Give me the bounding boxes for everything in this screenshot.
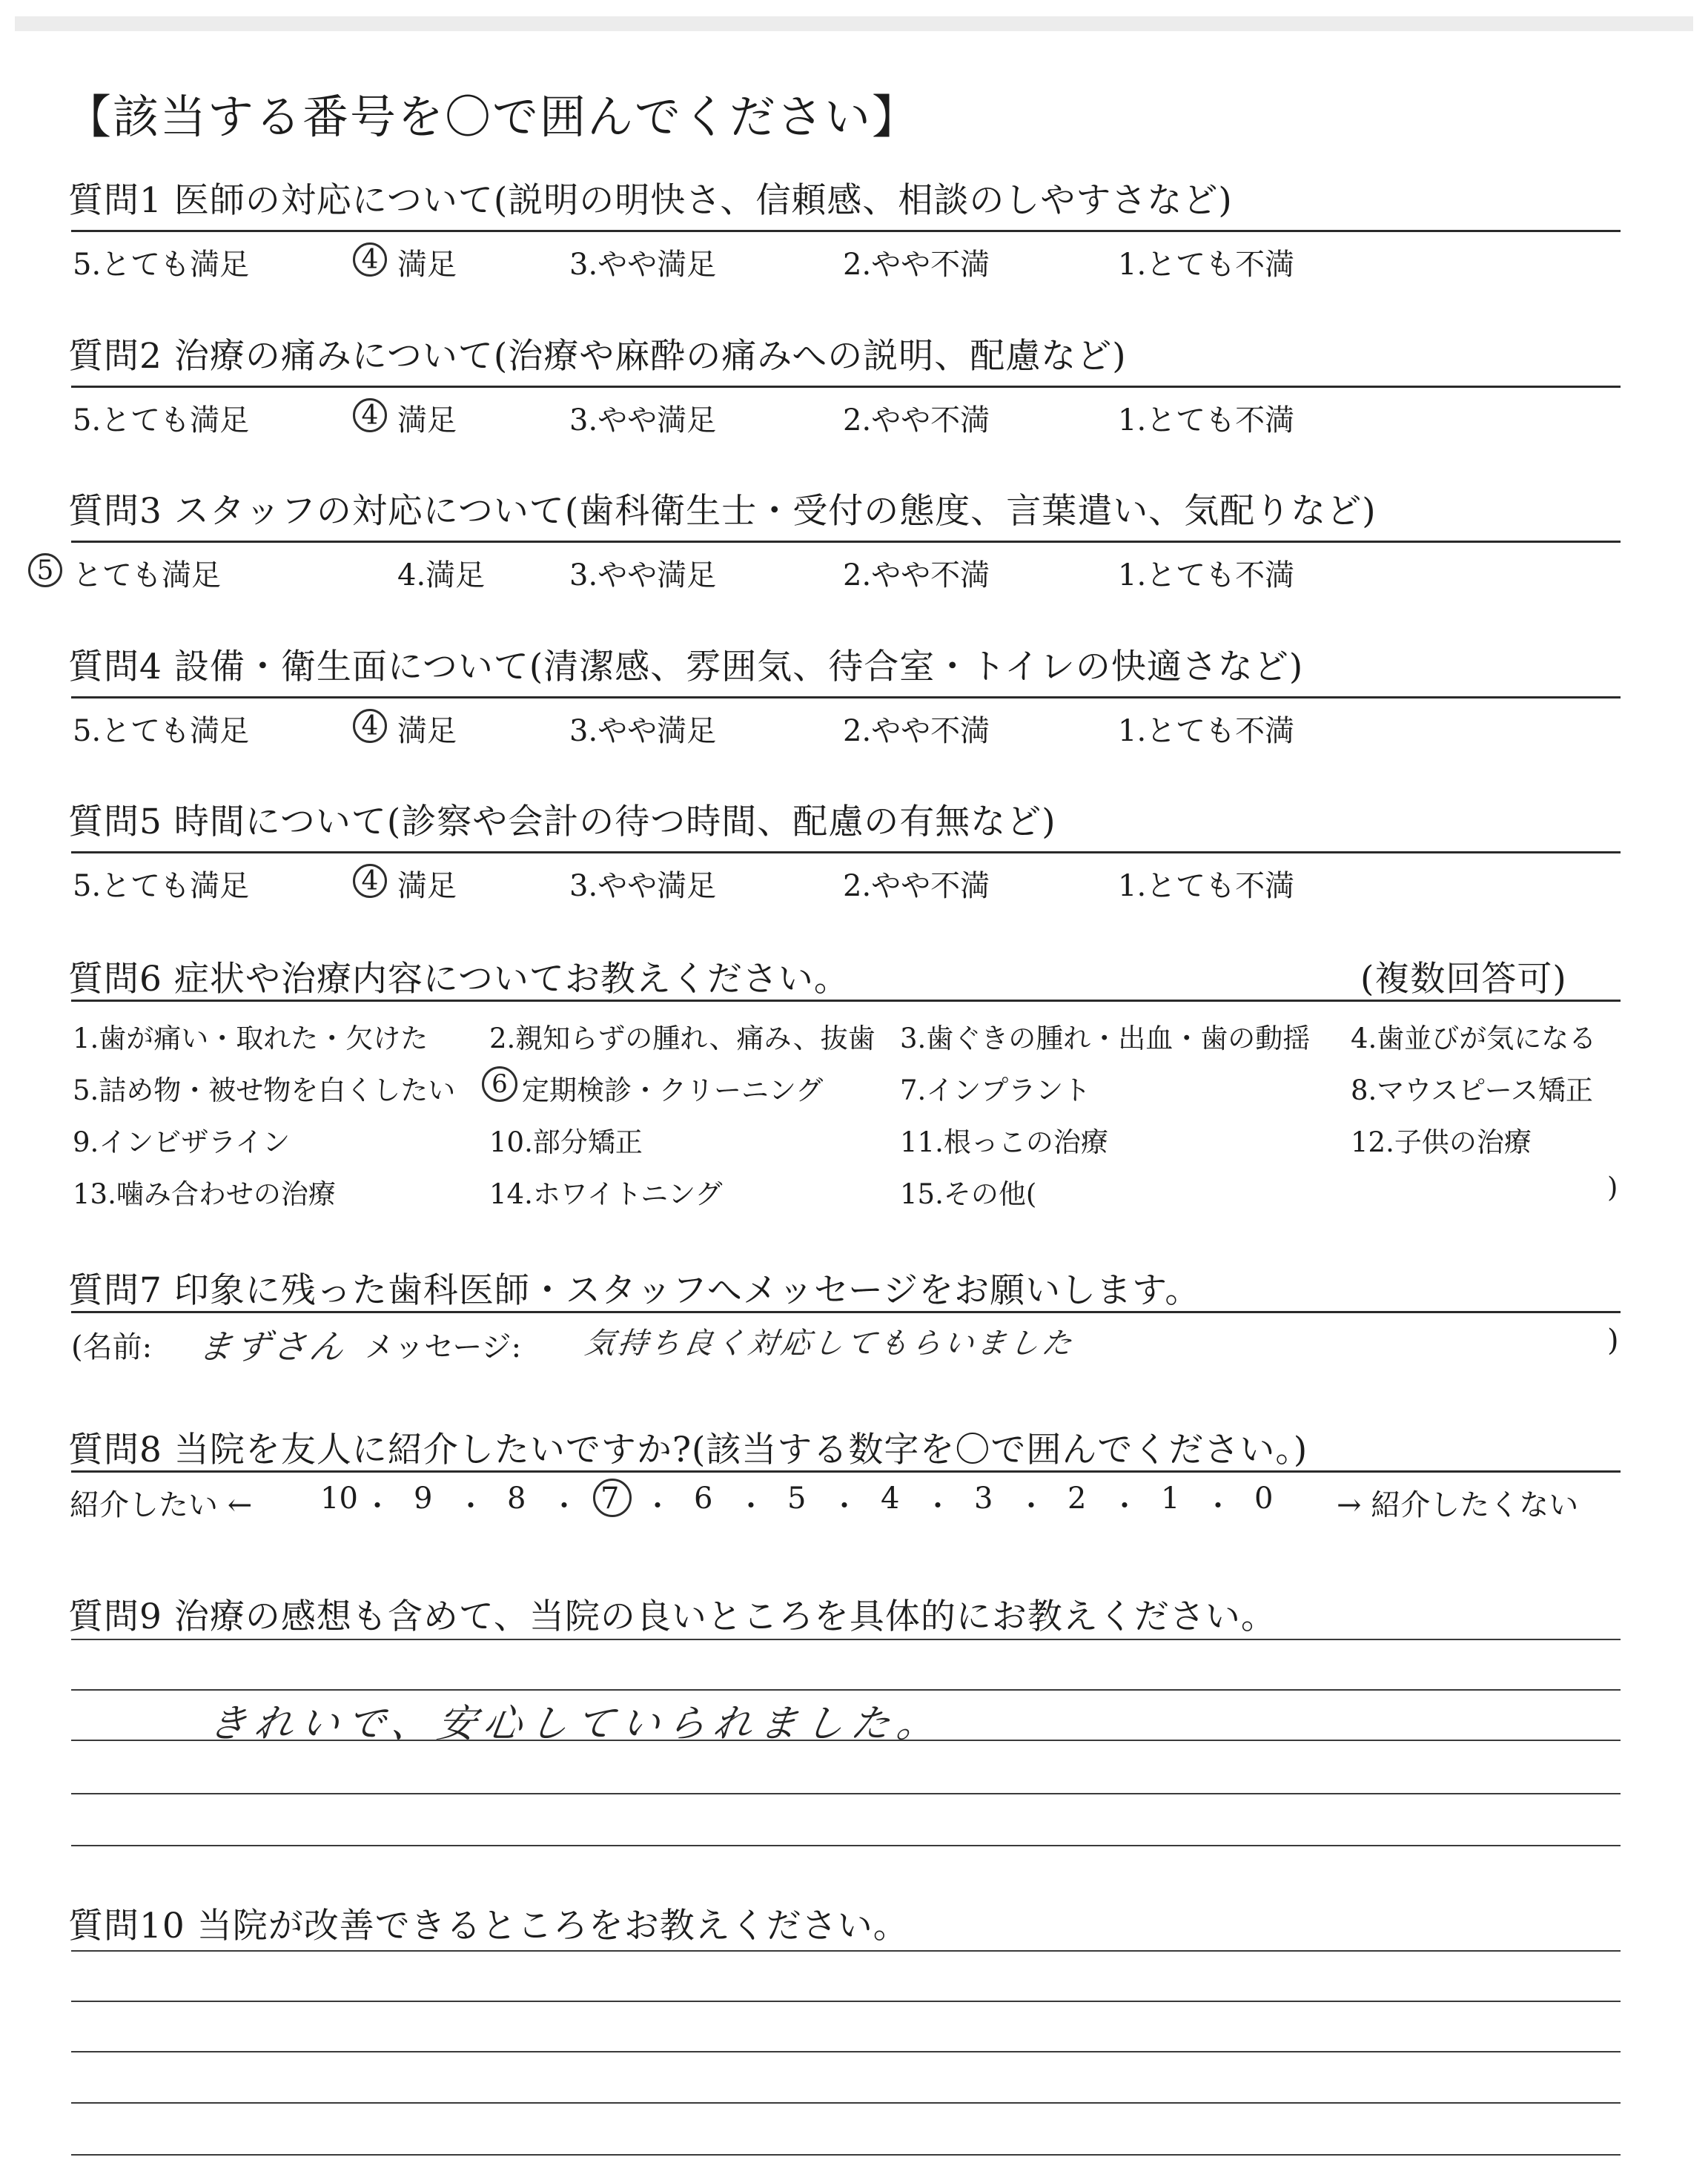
- q2-option-4[interactable]: 満足: [397, 403, 457, 437]
- q8-scale-8[interactable]: 8: [507, 1482, 526, 1516]
- q7-name-label: (名前:: [71, 1330, 153, 1364]
- q6-option-5[interactable]: 5.詰め物・被せ物を白くしたい: [73, 1074, 456, 1106]
- q5-option-4[interactable]: 満足: [397, 869, 457, 903]
- scan-top-edge: [15, 16, 1693, 31]
- q5-option-3[interactable]: 3.やや満足: [569, 869, 717, 903]
- q2-title: 質問2 治療の痛みについて(治療や麻酔の痛みへの説明、配慮など): [68, 336, 1127, 377]
- q8-rule: [71, 1470, 1621, 1473]
- q6-title: 質問6 症状や治療内容についてお教えください。: [68, 959, 850, 1000]
- q5-option-5[interactable]: 5.とても満足: [73, 869, 250, 903]
- q3-option-2[interactable]: 2.やや不満: [843, 558, 990, 592]
- q1-selected-circle: 4: [353, 242, 387, 277]
- q6-option-12[interactable]: 12.子供の治療: [1351, 1126, 1532, 1158]
- q6-option-1[interactable]: 1.歯が痛い・取れた・欠けた: [73, 1023, 428, 1054]
- q7-message-value[interactable]: 気持ち良く対応してもらいました: [583, 1327, 1077, 1361]
- q9-line-4: [71, 1793, 1621, 1794]
- page-title: 【該当する番号を〇で囲んでください】: [65, 90, 920, 144]
- q10-line-3: [71, 2051, 1621, 2052]
- q3-option-1[interactable]: 1.とても不満: [1118, 558, 1295, 592]
- q1-option-3[interactable]: 3.やや満足: [569, 248, 717, 282]
- q7-title: 質問7 印象に残った歯科医師・スタッフへメッセージをお願いします。: [68, 1270, 1201, 1311]
- q8-scale-4[interactable]: 4: [881, 1482, 900, 1516]
- q4-title: 質問4 設備・衛生面について(清潔感、雰囲気、待合室・トイレの快適さなど): [68, 647, 1304, 687]
- q1-rule: [71, 230, 1621, 232]
- q8-scale-dot: ・: [457, 1490, 486, 1522]
- q5-option-1[interactable]: 1.とても不満: [1118, 869, 1295, 903]
- q2-rule: [71, 386, 1621, 388]
- q8-scale-dot: ・: [1110, 1490, 1139, 1522]
- q4-option-3[interactable]: 3.やや満足: [569, 714, 717, 748]
- q3-option-4[interactable]: 4.満足: [397, 558, 486, 592]
- q8-scale-10[interactable]: 10: [320, 1482, 358, 1516]
- q6-option-8[interactable]: 8.マウスピース矯正: [1351, 1074, 1593, 1106]
- q8-scale-2[interactable]: 2: [1068, 1482, 1087, 1516]
- q8-scale-dot: ・: [643, 1490, 672, 1522]
- q6-option-14[interactable]: 14.ホワイトニング: [489, 1178, 723, 1210]
- q8-scale-7[interactable]: 7: [600, 1482, 620, 1516]
- q3-option-3[interactable]: 3.やや満足: [569, 558, 717, 592]
- q1-option-4[interactable]: 満足: [397, 248, 457, 282]
- q1-option-1[interactable]: 1.とても不満: [1118, 248, 1295, 282]
- q8-title: 質問8 当院を友人に紹介したいですか?(該当する数字を〇で囲んでください。): [68, 1430, 1308, 1470]
- q7-rule: [71, 1311, 1621, 1313]
- q5-title: 質問5 時間について(診察や会計の待つ時間、配慮の有無など): [68, 802, 1056, 842]
- q4-option-2[interactable]: 2.やや不満: [843, 714, 990, 748]
- q8-scale-dot: ・: [550, 1490, 579, 1522]
- q7-name-value[interactable]: まずさん: [195, 1327, 350, 1367]
- q4-option-1[interactable]: 1.とても不満: [1118, 714, 1295, 748]
- q2-option-1[interactable]: 1.とても不満: [1118, 403, 1295, 437]
- q10-line-2: [71, 2001, 1621, 2002]
- q3-rule: [71, 541, 1621, 543]
- q8-scale-dot: ・: [1017, 1490, 1046, 1522]
- q2-option-3[interactable]: 3.やや満足: [569, 403, 717, 437]
- q6-option-10[interactable]: 10.部分矯正: [489, 1126, 643, 1158]
- q6-option-7[interactable]: 7.インプラント: [900, 1074, 1091, 1106]
- q10-line-4: [71, 2102, 1621, 2104]
- q6-option-2[interactable]: 2.親知らずの腫れ、痛み、抜歯: [489, 1023, 875, 1054]
- q8-scale-5[interactable]: 5: [787, 1482, 807, 1516]
- q1-option-5[interactable]: 5.とても満足: [73, 248, 250, 282]
- q6-option-4[interactable]: 4.歯並びが気になる: [1351, 1023, 1597, 1054]
- q8-left-label: 紹介したい ←: [70, 1488, 253, 1522]
- q4-rule: [71, 696, 1621, 698]
- q4-option-4[interactable]: 満足: [397, 714, 457, 748]
- q8-scale-dot: ・: [830, 1490, 859, 1522]
- q4-selected-circle: 4: [353, 709, 387, 743]
- q6-option-15[interactable]: 15.その他(: [900, 1178, 1037, 1210]
- q6-option-11[interactable]: 11.根っこの治療: [900, 1126, 1108, 1158]
- q10-title: 質問10 当院が改善できるところをお教えください。: [68, 1906, 909, 1946]
- q5-selected-circle: 4: [353, 864, 387, 898]
- q8-scale-0[interactable]: 0: [1254, 1482, 1274, 1516]
- q6-selected-circle: 6: [482, 1066, 517, 1102]
- q8-scale-3[interactable]: 3: [974, 1482, 993, 1516]
- q9-line-1: [71, 1639, 1621, 1640]
- q6-note: (複数回答可): [1360, 959, 1567, 1000]
- q3-selected-circle: 5: [28, 553, 62, 587]
- q1-option-2[interactable]: 2.やや不満: [843, 248, 990, 282]
- q4-option-5[interactable]: 5.とても満足: [73, 714, 250, 748]
- q5-rule: [71, 851, 1621, 853]
- q6-option-16[interactable]: ): [1607, 1172, 1618, 1203]
- q6-option-6[interactable]: 定期検診・クリーニング: [522, 1074, 824, 1106]
- q8-scale-dot: ・: [924, 1490, 953, 1522]
- q9-line-5: [71, 1845, 1621, 1846]
- q10-line-5: [71, 2154, 1621, 2156]
- q8-right-label: → 紹介したくない: [1337, 1488, 1579, 1522]
- q8-selected-circle: [593, 1479, 632, 1517]
- q8-scale-dot: ・: [363, 1490, 392, 1522]
- q8-scale-dot: ・: [737, 1490, 766, 1522]
- q8-scale-dot: ・: [1204, 1490, 1233, 1522]
- q10-line-1: [71, 1950, 1621, 1952]
- q2-option-5[interactable]: 5.とても満足: [73, 403, 250, 437]
- q9-answer[interactable]: きれいで、安心していられました。: [205, 1702, 947, 1746]
- q6-rule: [71, 1000, 1621, 1002]
- q2-selected-circle: 4: [353, 398, 387, 432]
- q9-title: 質問9 治療の感想も含めて、当院の良いところを具体的にお教えください。: [68, 1596, 1277, 1637]
- q6-option-13[interactable]: 13.噛み合わせの治療: [73, 1178, 336, 1210]
- q5-option-2[interactable]: 2.やや不満: [843, 869, 990, 903]
- q3-option-5[interactable]: とても満足: [73, 558, 221, 592]
- q6-option-3[interactable]: 3.歯ぐきの腫れ・出血・歯の動揺: [900, 1023, 1311, 1054]
- q1-title: 質問1 医師の対応について(説明の明快さ、信頼感、相談のしやすさなど): [68, 180, 1233, 221]
- q7-close-paren: ): [1607, 1324, 1619, 1358]
- q7-message-label: メッセージ:: [365, 1330, 522, 1364]
- q3-title: 質問3 スタッフの対応について(歯科衛生士・受付の態度、言葉遣い、気配りなど): [68, 491, 1377, 532]
- q8-scale-1[interactable]: 1: [1161, 1482, 1180, 1516]
- q8-scale-9[interactable]: 9: [414, 1482, 433, 1516]
- q9-line-2: [71, 1689, 1621, 1691]
- q2-option-2[interactable]: 2.やや不満: [843, 403, 990, 437]
- q6-option-9[interactable]: 9.インビザライン: [73, 1126, 291, 1158]
- q8-scale-6[interactable]: 6: [694, 1482, 713, 1516]
